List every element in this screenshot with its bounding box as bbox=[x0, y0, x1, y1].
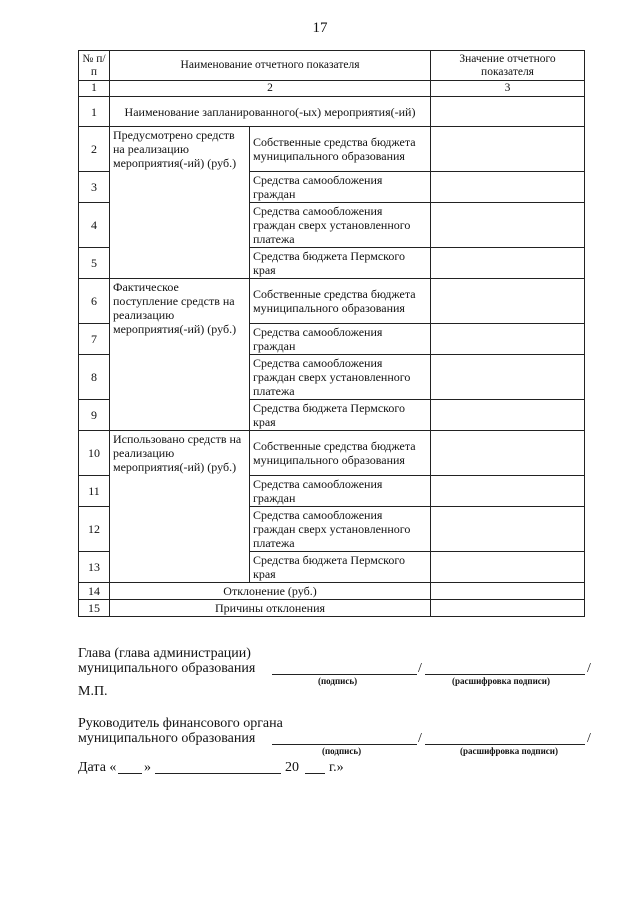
value-cell[interactable] bbox=[431, 203, 585, 248]
row-number: 6 bbox=[79, 279, 110, 324]
slash-separator: / bbox=[587, 661, 591, 676]
row-label: Причины отклонения bbox=[110, 600, 431, 617]
finance-decode-line[interactable] bbox=[425, 744, 585, 745]
value-cell[interactable] bbox=[431, 600, 585, 617]
value-cell[interactable] bbox=[431, 552, 585, 583]
sub-label: Средства самообложения граждан bbox=[250, 476, 431, 507]
index-cell: 2 bbox=[110, 81, 431, 97]
decode-caption: (расшифровка подписи) bbox=[452, 676, 550, 686]
table-index-row bbox=[79, 81, 585, 97]
value-cell[interactable] bbox=[431, 476, 585, 507]
table-row bbox=[79, 431, 585, 476]
value-cell[interactable] bbox=[431, 431, 585, 476]
index-cell: 3 bbox=[431, 81, 585, 97]
value-cell[interactable] bbox=[431, 127, 585, 172]
value-cell[interactable] bbox=[431, 507, 585, 552]
header-value-cell: Значение отчетного показателя bbox=[431, 51, 585, 81]
value-cell[interactable] bbox=[431, 355, 585, 400]
sub-label: Средства бюджета Пермского края bbox=[250, 248, 431, 279]
sub-label: Средства самообложения граждан сверх установленного платежа bbox=[250, 507, 431, 552]
date-month-line[interactable] bbox=[155, 773, 281, 774]
slash-separator: / bbox=[418, 661, 422, 676]
signature-caption: (подпись) bbox=[318, 676, 358, 686]
row-number: 2 bbox=[79, 127, 110, 172]
date-prefix: Дата « bbox=[78, 760, 117, 775]
sub-label: Средства бюджета Пермского края bbox=[250, 400, 431, 431]
row-label: Отклонение (руб.) bbox=[110, 583, 431, 600]
row-number: 9 bbox=[79, 400, 110, 431]
sub-label: Собственные средства бюджета муниципального образования bbox=[250, 279, 431, 324]
date-year-line[interactable] bbox=[305, 773, 325, 774]
sub-label: Средства самообложения граждан bbox=[250, 172, 431, 203]
value-cell[interactable] bbox=[431, 248, 585, 279]
page-number: 17 bbox=[312, 20, 328, 36]
row-number: 8 bbox=[79, 355, 110, 400]
row-number: 1 bbox=[79, 97, 110, 127]
index-cell: 1 bbox=[79, 81, 110, 97]
head-signature-line[interactable] bbox=[272, 674, 417, 675]
group-label: Фактическое поступление средств на реализацию мероприятия(-ий) (руб.) bbox=[110, 279, 250, 431]
decode-caption: (расшифровка подписи) bbox=[460, 746, 558, 756]
date-day-line[interactable] bbox=[118, 773, 142, 774]
value-cell[interactable] bbox=[431, 279, 585, 324]
signature-caption: (подпись) bbox=[322, 746, 362, 756]
head-title-line1: Глава (глава администрации) bbox=[78, 646, 251, 661]
row-number: 15 bbox=[79, 600, 110, 617]
slash-separator: / bbox=[587, 731, 591, 746]
value-cell[interactable] bbox=[431, 172, 585, 203]
finance-title-line2: муниципального образования bbox=[78, 731, 256, 746]
sub-label: Средства самообложения граждан bbox=[250, 324, 431, 355]
table-row bbox=[79, 600, 585, 617]
value-cell[interactable] bbox=[431, 324, 585, 355]
date-mid: » bbox=[144, 760, 151, 775]
row-number: 11 bbox=[79, 476, 110, 507]
header-number-cell: № п/п bbox=[79, 51, 110, 81]
row-number: 12 bbox=[79, 507, 110, 552]
row-number: 7 bbox=[79, 324, 110, 355]
finance-signature-line[interactable] bbox=[272, 744, 417, 745]
row-number: 14 bbox=[79, 583, 110, 600]
sub-label: Собственные средства бюджета муниципального образования bbox=[250, 431, 431, 476]
table-header-row bbox=[79, 51, 585, 81]
finance-title-line1: Руководитель финансового органа bbox=[78, 716, 283, 731]
row-number: 4 bbox=[79, 203, 110, 248]
table-row bbox=[79, 279, 585, 324]
group-label: Использовано средств на реализацию мероприятия(-ий) (руб.) bbox=[110, 431, 250, 583]
group-label: Предусмотрено средств на реализацию мероприятия(-ий) (руб.) bbox=[110, 127, 250, 279]
stamp-place: М.П. bbox=[78, 684, 108, 699]
value-cell[interactable] bbox=[431, 97, 585, 127]
row-number: 5 bbox=[79, 248, 110, 279]
value-cell[interactable] bbox=[431, 400, 585, 431]
report-table bbox=[78, 50, 585, 617]
row-number: 10 bbox=[79, 431, 110, 476]
value-cell[interactable] bbox=[431, 583, 585, 600]
sub-label: Собственные средства бюджета муниципального образования bbox=[250, 127, 431, 172]
table-row bbox=[79, 583, 585, 600]
table-row bbox=[79, 97, 585, 127]
sub-label: Средства бюджета Пермского края bbox=[250, 552, 431, 583]
header-name-cell: Наименование отчетного показателя bbox=[110, 51, 431, 81]
row-number: 13 bbox=[79, 552, 110, 583]
head-decode-line[interactable] bbox=[425, 674, 585, 675]
slash-separator: / bbox=[418, 731, 422, 746]
row-label: Наименование запланированного(-ых) мероприятия(-ий) bbox=[110, 97, 431, 127]
head-title-line2: муниципального образования bbox=[78, 661, 256, 676]
sub-label: Средства самообложения граждан сверх установленного платежа bbox=[250, 203, 431, 248]
row-number: 3 bbox=[79, 172, 110, 203]
sub-label: Средства самообложения граждан сверх установленного платежа bbox=[250, 355, 431, 400]
table-row bbox=[79, 127, 585, 172]
date-suffix: г.» bbox=[329, 760, 344, 775]
date-year-prefix: 20 bbox=[285, 760, 299, 775]
